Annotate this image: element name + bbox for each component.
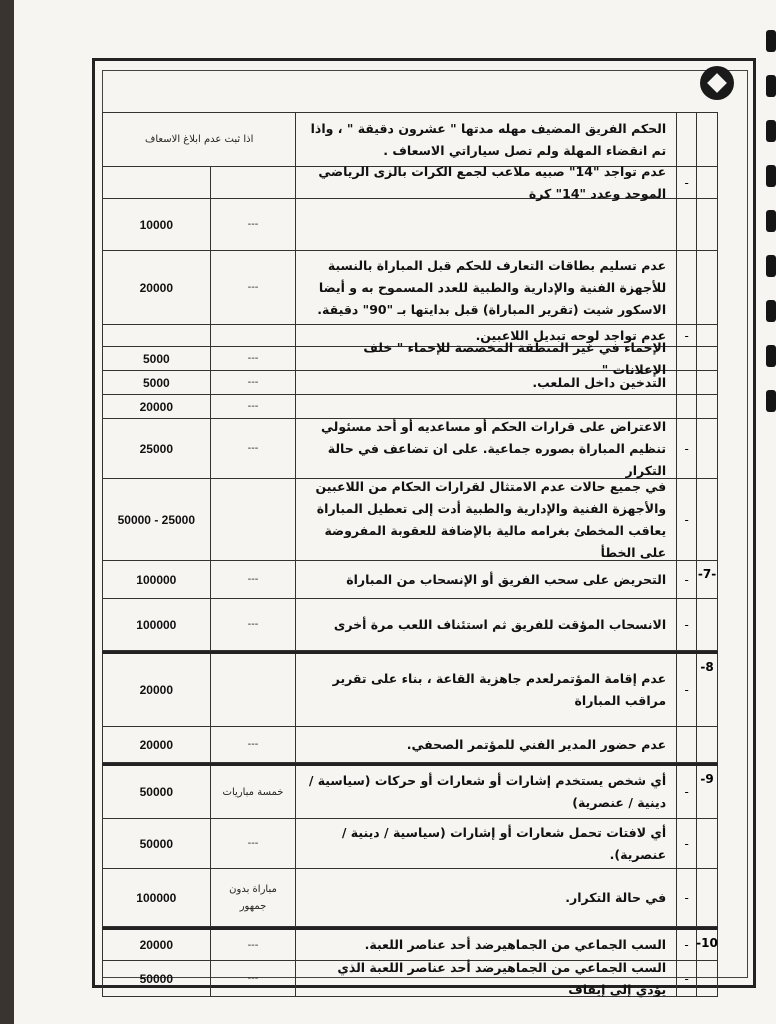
note-cell: ---	[211, 599, 297, 650]
item-number-cell	[697, 869, 717, 926]
table-row	[102, 651, 718, 727]
fine-cell: 100000	[103, 599, 211, 650]
note-cell: ---	[211, 419, 297, 478]
item-number-cell	[697, 599, 717, 650]
table-row	[102, 251, 718, 325]
fine-cell	[103, 167, 211, 198]
item-number-cell	[697, 199, 717, 250]
fines-table	[102, 112, 718, 997]
note-cell	[211, 167, 297, 198]
table-row	[102, 599, 718, 651]
violation-cell: السب الجماعي من الجماهيرضد أحد عناصر اللعبة الذي يؤدي إلى إيقاف	[296, 961, 677, 996]
item-number-cell	[697, 479, 717, 560]
fine-cell: 20000	[103, 395, 211, 418]
item-number-cell	[697, 819, 717, 868]
item-number-cell: -10	[696, 936, 718, 950]
violation-cell: عدم حضور المدير الفني للمؤتمر الصحفي.	[296, 727, 677, 762]
item-number-cell	[697, 251, 717, 324]
table-row	[102, 371, 718, 395]
violation-cell: التحريض على سحب الفريق أو الإنسحاب من المباراة	[296, 561, 677, 598]
fine-cell: 25000	[103, 419, 211, 478]
fine-cell: 50000 - 25000	[103, 479, 211, 560]
violation-cell: عدم تواجد "14" صبيه ملاعب لجمع الكرات بالزى الرياضي الموحد وعدد "14" كرة	[296, 167, 677, 198]
bullet-cell	[677, 113, 697, 166]
table-row	[102, 561, 718, 599]
violation-cell: عدم إقامة المؤتمرلعدم جاهزية القاعة ، بناء على تقرير مراقب المباراة	[296, 654, 677, 726]
binder-ring-icon	[766, 120, 776, 142]
item-number-cell: -8	[700, 660, 714, 674]
fine-cell: 20000	[103, 654, 211, 726]
table-row	[102, 339, 718, 377]
bullet-cell: -	[677, 961, 697, 996]
fine-cell	[103, 325, 211, 346]
binder-ring-icon	[766, 165, 776, 187]
bullet-cell	[677, 727, 697, 762]
bullet-cell: -	[677, 766, 697, 818]
table-row	[102, 199, 718, 251]
bullet-cell	[677, 371, 697, 394]
violation-cell: الانسحاب المؤقت للفريق ثم استئناف اللعب مرة أخرى	[296, 599, 677, 650]
table-row	[102, 961, 718, 997]
item-number-cell	[697, 167, 717, 198]
note-cell: ---	[211, 727, 297, 762]
binder-ring-icon	[766, 75, 776, 97]
table-row	[102, 819, 718, 869]
bullet-cell: -	[677, 869, 697, 926]
binder-ring-icon	[766, 345, 776, 367]
table-row	[102, 419, 718, 479]
fine-cell: 50000	[103, 819, 211, 868]
binder-ring-icon	[766, 30, 776, 52]
fine-cell: 5000	[103, 371, 211, 394]
violation-cell: التدخين داخل الملعب.	[296, 371, 677, 394]
fine-cell: 100000	[103, 869, 211, 926]
note-cell: مباراة بدون جمهور	[211, 869, 297, 926]
violation-cell: في جميع حالات عدم الامتثال لقرارات الحكام من اللاعبين والأجهزة الفنية والإدارية والطبية أدت إلى تعطيل المباراة يعاقب المخطئ بغرامه مالية بالإضافة للعقوبة المفروضة على الخطأ	[296, 479, 677, 560]
bullet-cell: -	[677, 599, 697, 650]
note-cell: ---	[211, 561, 297, 598]
item-number-cell	[697, 727, 717, 762]
bullet-cell	[677, 395, 697, 418]
note-cell: ---	[211, 819, 297, 868]
violation-cell: الحكم الفريق المضيف مهله مدتها " عشرون دقيقة " ، واذا تم انقضاء المهلة ولم تصل سياراتي الاسعاف .	[296, 113, 677, 166]
note-cell: ---	[211, 199, 297, 250]
binder-ring-icon	[766, 210, 776, 232]
note-cell: ---	[211, 347, 297, 370]
fine-cell: 5000	[103, 347, 211, 370]
bullet-cell: -	[677, 654, 697, 726]
fine-cell: 20000	[103, 727, 211, 762]
table-row	[102, 727, 718, 763]
violation-cell	[296, 199, 677, 250]
note-cell: ---	[211, 930, 297, 960]
bullet-cell: -	[677, 819, 697, 868]
violation-cell: الاعتراض على قرارات الحكم أو مساعديه أو أحد مسئولي تنظيم المباراة بصوره جماعية. على ان تضاعف في حالة التكرار	[296, 419, 677, 478]
football-logo-icon	[700, 66, 734, 100]
bullet-cell: -	[677, 419, 697, 478]
fine-cell: 10000	[103, 199, 211, 250]
table-row	[102, 163, 718, 201]
note-cell: ---	[211, 395, 297, 418]
table-row	[102, 112, 718, 167]
bullet-cell: -	[677, 167, 697, 198]
item-number-cell	[697, 961, 717, 996]
note-cell: ---	[211, 251, 297, 324]
item-number-cell	[697, 325, 717, 346]
violation-cell: عدم تواجد لوحه تبديل اللاعبين.	[296, 325, 677, 346]
bullet-cell: -	[677, 479, 697, 560]
bullet-cell	[677, 347, 697, 370]
violation-cell: السب الجماعي من الجماهيرضد أحد عناصر اللعبة.	[296, 930, 677, 960]
bullet-cell	[677, 199, 697, 250]
note-cell: ---	[211, 961, 297, 996]
binder-ring-icon	[766, 255, 776, 277]
fine-cell: 50000	[103, 766, 211, 818]
note-cell: خمسة مباريات	[211, 766, 297, 818]
binder-rings	[764, 0, 776, 440]
violation-cell: أي لافتات تحمل شعارات أو إشارات (سياسية / دينية / عنصرية).	[296, 819, 677, 868]
violation-cell: في حالة التكرار.	[296, 869, 677, 926]
bullet-cell: -	[677, 930, 697, 960]
note-cell	[211, 325, 297, 346]
fine-cell: 20000	[103, 930, 211, 960]
fine-cell: 20000	[103, 251, 211, 324]
item-number-cell	[697, 419, 717, 478]
fine-cell: 100000	[103, 561, 211, 598]
table-row	[102, 869, 718, 927]
fine-cell: 50000	[103, 961, 211, 996]
item-number-cell	[697, 347, 717, 370]
item-number-cell: -9	[700, 772, 714, 786]
bullet-cell: -	[677, 325, 697, 346]
item-number-cell	[697, 395, 717, 418]
item-number-cell: -7-	[697, 567, 717, 581]
bullet-cell: -	[677, 561, 697, 598]
bullet-cell	[677, 251, 697, 324]
note-cell	[211, 479, 297, 560]
violation-cell: عدم تسليم بطاقات التعارف للحكم قبل المباراة بالنسبة للأجهزة الفنية والإدارية والطبية للعدد المسموح به و أيضا الاسكور شيت (تقرير المباراة) قبل بدايتها بـ "90" دقيقة.	[296, 251, 677, 324]
item-number-cell	[697, 113, 717, 166]
binder-ring-icon	[766, 390, 776, 412]
note-cell	[211, 654, 297, 726]
violation-cell: أي شخص يستخدم إشارات أو شعارات أو حركات (سياسية / دينية / عنصرية)	[296, 766, 677, 818]
table-row	[102, 763, 718, 819]
note-cell: ---	[211, 371, 297, 394]
item-number-cell	[697, 371, 717, 394]
merged-note-cell: اذا ثبت عدم ابلاغ الاسعاف	[103, 113, 296, 166]
binder-ring-icon	[766, 300, 776, 322]
violation-cell: الإحماء في غير المنطقة المخصصة للإحماء " خلف الإعلانات "	[296, 347, 677, 370]
table-row	[102, 479, 718, 561]
